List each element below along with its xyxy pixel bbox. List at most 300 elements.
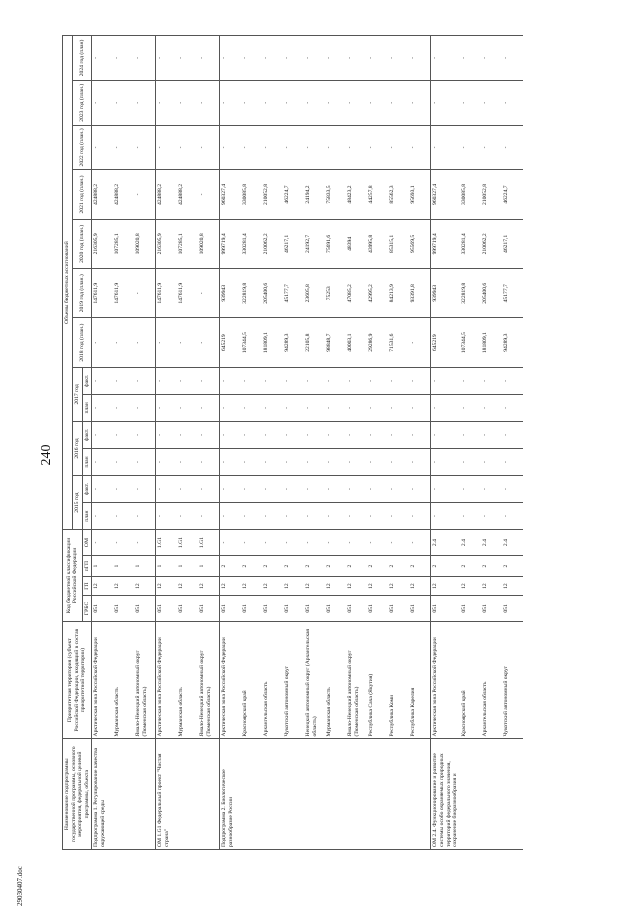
cell-2016-plan: - [346,448,367,475]
cell-2015-fact: - [304,476,325,503]
cell-2016-plan: - [409,448,431,475]
cell-2015-plan: - [325,503,346,530]
cell-grbs: 051 [409,596,431,622]
cell-2017-fact: - [134,367,156,394]
table-row [502,36,523,850]
cell-2024: - [156,36,178,81]
cell-2016-fact: - [262,421,283,448]
cell-om: - [367,530,388,556]
cell-program [460,739,481,850]
cell-2024: - [92,36,114,81]
cell-gp: 12 [460,577,481,596]
cell-2022: - [304,125,325,170]
cell-gp: 12 [220,577,242,596]
cell-territory: Красноярский край [241,621,262,739]
cell-2018: 29286,9 [367,318,388,367]
cell-2022: - [431,125,460,170]
cell-2016-plan: - [431,448,460,475]
header-om: ОМ [82,530,92,556]
cell-2018: 98848,7 [325,318,346,367]
cell-2016-fact: - [388,421,409,448]
cell-2018: 107344,5 [460,318,481,367]
cell-2022: - [388,125,409,170]
cell-2024: - [431,36,460,81]
table-row [388,36,409,850]
cell-2023: - [304,80,325,125]
cell-2018: 22105,8 [304,318,325,367]
cell-2017-plan: - [262,394,283,421]
cell-pgp: 2 [220,556,242,577]
cell-2022: - [283,125,304,170]
cell-2017-plan: - [409,394,431,421]
cell-grbs: 051 [177,596,198,622]
cell-om: - [113,530,134,556]
header-year-2022: 2022 год (план.) [72,125,92,170]
budget-table [62,35,523,850]
header-year-2019: 2019 год (план.) [72,269,92,318]
cell-2021: 330085,8 [241,170,262,219]
cell-om: 2.4 [481,530,502,556]
cell-2016-fact: - [431,421,460,448]
cell-2024: - [304,36,325,81]
cell-2017-fact: - [283,367,304,394]
cell-program [241,739,262,850]
cell-2016-fact: - [241,421,262,448]
cell-2016-fact: - [220,421,242,448]
cell-2020: 210062,2 [262,219,283,268]
header-fact-2016: факт. [82,421,92,448]
cell-program [198,739,220,850]
cell-2022: - [325,125,346,170]
cell-2015-plan: - [134,503,156,530]
cell-2017-plan: - [241,394,262,421]
cell-2017-plan: - [113,394,134,421]
cell-2021: 424888,2 [113,170,134,219]
cell-2016-plan: - [481,448,502,475]
cell-gp: 12 [325,577,346,596]
table-row [134,36,156,850]
cell-pgp: 2 [481,556,502,577]
cell-2021: 960327,4 [431,170,460,219]
cell-2023: - [460,80,481,125]
cell-grbs: 051 [134,596,156,622]
cell-2015-plan: - [388,503,409,530]
cell-2023: - [92,80,114,125]
cell-program [113,739,134,850]
cell-2024: - [134,36,156,81]
cell-om: - [262,530,283,556]
cell-territory: Чукотский автономный округ [283,621,304,739]
cell-2016-plan: - [198,448,220,475]
cell-grbs: 051 [283,596,304,622]
cell-2018: 181809,1 [481,318,502,367]
cell-2022: - [134,125,156,170]
cell-2022: - [113,125,134,170]
cell-2019: 322819,8 [460,269,481,318]
table-row [198,36,220,850]
rotated-table-container [62,35,622,850]
cell-territory: Чукотский автономный округ [502,621,523,739]
table-row [220,36,242,850]
cell-2022: - [92,125,114,170]
cell-om: - [220,530,242,556]
cell-2015-fact: - [460,476,481,503]
cell-2015-plan: - [481,503,502,530]
cell-program [346,739,367,850]
cell-2019: 205400,6 [262,269,283,318]
cell-2020: 999719,4 [220,219,242,268]
page-number: 240 [39,444,54,466]
cell-2023: - [198,80,220,125]
cell-2015-fact: - [388,476,409,503]
cell-2021: 24194,2 [304,170,325,219]
cell-om: - [304,530,325,556]
cell-2015-fact: - [92,476,114,503]
cell-2017-fact: - [346,367,367,394]
cell-2023: - [113,80,134,125]
cell-2020: 216305,9 [92,219,114,268]
cell-program: Подпрограмма 2. Биологическое разнообразие России [220,739,242,850]
cell-2022: - [177,125,198,170]
cell-om: 1.G1 [156,530,178,556]
header-grbs: ГРБС [82,596,92,622]
cell-program [134,739,156,850]
cell-2020: 109020,8 [198,219,220,268]
cell-2017-plan: - [367,394,388,421]
cell-2021: 330085,8 [460,170,481,219]
cell-2015-plan: - [241,503,262,530]
cell-pgp: 2 [367,556,388,577]
cell-om: - [92,530,114,556]
cell-2023: - [481,80,502,125]
cell-2016-plan: - [325,448,346,475]
cell-2022: - [367,125,388,170]
cell-2016-fact: - [177,421,198,448]
cell-2015-plan: - [431,503,460,530]
cell-2015-plan: - [283,503,304,530]
cell-2023: - [409,80,431,125]
cell-2016-fact: - [198,421,220,448]
header-kbk-group: Код бюджетной классификации Российской Федерации [63,530,83,622]
header-year-2015: 2015 год [72,476,82,530]
cell-2016-fact: - [113,421,134,448]
cell-2019: 939943 [220,269,242,318]
cell-2016-plan: - [262,448,283,475]
cell-territory: Ненецкий автономный округ (Архангельская область) [304,621,325,739]
cell-2016-plan: - [134,448,156,475]
cell-2017-fact: - [198,367,220,394]
cell-2024: - [241,36,262,81]
cell-om: - [283,530,304,556]
cell-territory: Ямало-Ненецкий автономный округ (Тюменская область) [134,621,156,739]
cell-2022: - [481,125,502,170]
cell-2020: 85315,1 [388,219,409,268]
cell-2017-plan: - [134,394,156,421]
cell-om: 2.4 [502,530,523,556]
cell-2015-fact: - [156,476,178,503]
cell-territory: Мурманская область [325,621,346,739]
cell-pgp: 1 [156,556,178,577]
cell-2020: 999719,4 [431,219,460,268]
cell-2018: 107344,5 [241,318,262,367]
cell-pgp: 2 [431,556,460,577]
cell-2015-plan: - [304,503,325,530]
cell-2021: 85562,3 [388,170,409,219]
cell-2016-fact: - [134,421,156,448]
cell-gp: 12 [481,577,502,596]
cell-2016-fact: - [409,421,431,448]
cell-2015-fact: - [325,476,346,503]
cell-pgp: 2 [241,556,262,577]
cell-2021: 424888,2 [156,170,178,219]
header-territory: Приоритетная территория (субъект Российской Федерации, входящий в состав приоритетной территории) [63,621,92,739]
cell-territory: Архангельская область [262,621,283,739]
cell-2022: - [156,125,178,170]
cell-2019: 322819,8 [241,269,262,318]
cell-program [304,739,325,850]
table-row [241,36,262,850]
cell-program [409,739,431,850]
cell-gp: 12 [241,577,262,596]
cell-2015-plan: - [113,503,134,530]
cell-om: - [346,530,367,556]
cell-program [367,739,388,850]
cell-territory: Арктическая зона Российской Федерации [156,621,178,739]
cell-2017-plan: - [156,394,178,421]
cell-2018: 645219 [220,318,242,367]
cell-2024: - [177,36,198,81]
cell-2021: 46224,7 [283,170,304,219]
cell-2022: - [198,125,220,170]
cell-2022: - [241,125,262,170]
cell-territory: Архангельская область [481,621,502,739]
cell-2016-fact: - [460,421,481,448]
footer-filename: 29030407.doc [16,866,24,906]
cell-om: - [134,530,156,556]
table-row [177,36,198,850]
cell-2017-plan: - [481,394,502,421]
cell-2021: 424888,2 [177,170,198,219]
cell-2020: 109020,8 [134,219,156,268]
cell-2022: - [502,125,523,170]
cell-pgp: 2 [346,556,367,577]
cell-2016-fact: - [304,421,325,448]
header-plan-2015: план [82,503,92,530]
cell-2018: - [92,318,114,367]
cell-program [325,739,346,850]
cell-2017-fact: - [431,367,460,394]
cell-2017-fact: - [460,367,481,394]
cell-2019: 45177,7 [283,269,304,318]
cell-program [177,739,198,850]
cell-2023: - [156,80,178,125]
cell-2016-fact: - [481,421,502,448]
cell-2023: - [283,80,304,125]
table-row [367,36,388,850]
cell-2023: - [346,80,367,125]
table-row [304,36,325,850]
cell-2023: - [388,80,409,125]
cell-om: 2.4 [460,530,481,556]
cell-2021: 48423,2 [346,170,367,219]
cell-2019: 42995,2 [367,269,388,318]
cell-2017-fact: - [409,367,431,394]
cell-2015-fact: - [134,476,156,503]
cell-2016-plan: - [502,448,523,475]
cell-2021: - [198,170,220,219]
cell-2019: 147611,9 [92,269,114,318]
cell-2019: 939943 [431,269,460,318]
cell-2019: 205400,6 [481,269,502,318]
cell-grbs: 051 [262,596,283,622]
cell-program: Подпрограмма 1. Регулирование качества окружающей среды [92,739,114,850]
cell-gp: 12 [262,577,283,596]
cell-2015-fact: - [481,476,502,503]
cell-grbs: 051 [367,596,388,622]
cell-program [502,739,523,850]
cell-2016-plan: - [304,448,325,475]
cell-2020: 210062,2 [481,219,502,268]
table-row [346,36,367,850]
cell-grbs: 051 [92,596,114,622]
cell-2023: - [134,80,156,125]
cell-2015-fact: - [198,476,220,503]
cell-2017-fact: - [156,367,178,394]
cell-2015-plan: - [220,503,242,530]
cell-2017-plan: - [346,394,367,421]
cell-2021: 210052,8 [262,170,283,219]
cell-2023: - [502,80,523,125]
header-year-2016: 2016 год [72,421,82,475]
cell-territory: Красноярский край [460,621,481,739]
cell-om: 1.G1 [198,530,220,556]
cell-2015-plan: - [460,503,481,530]
cell-pgp: 2 [409,556,431,577]
cell-2020: 75691,6 [325,219,346,268]
cell-2020: 43995,8 [367,219,388,268]
cell-grbs: 051 [460,596,481,622]
cell-2016-fact: - [92,421,114,448]
cell-2024: - [113,36,134,81]
cell-pgp: 1 [134,556,156,577]
cell-2016-plan: - [367,448,388,475]
cell-grbs: 051 [304,596,325,622]
cell-gp: 12 [92,577,114,596]
cell-2016-fact: - [346,421,367,448]
table-row [283,36,304,850]
cell-2024: - [262,36,283,81]
cell-2017-plan: - [502,394,523,421]
cell-2017-fact: - [388,367,409,394]
cell-2019: 93391,8 [409,269,431,318]
cell-2015-fact: - [283,476,304,503]
header-fact-2015: факт. [82,476,92,503]
cell-2018: - [156,318,178,367]
cell-2017-fact: - [241,367,262,394]
cell-gp: 12 [346,577,367,596]
cell-2015-plan: - [502,503,523,530]
cell-2023: - [241,80,262,125]
header-year-2020: 2020 год (план.) [72,219,92,268]
cell-2023: - [431,80,460,125]
cell-2020: 46217,1 [502,219,523,268]
cell-2017-fact: - [304,367,325,394]
cell-2020: 107285,1 [177,219,198,268]
cell-2017-plan: - [283,394,304,421]
cell-territory: Ямало-Ненецкий автономный округ (Тюменская область) [198,621,220,739]
cell-grbs: 051 [388,596,409,622]
cell-2016-plan: - [388,448,409,475]
cell-territory: Мурманская область [113,621,134,739]
cell-2019: 147611,9 [156,269,178,318]
cell-2019: - [134,269,156,318]
cell-gp: 12 [431,577,460,596]
header-volumes-group: Объемы бюджетных ассигнований [63,36,73,530]
cell-2017-fact: - [262,367,283,394]
cell-2022: - [220,125,242,170]
cell-grbs: 051 [502,596,523,622]
cell-2015-fact: - [113,476,134,503]
cell-2024: - [346,36,367,81]
header-year-2021: 2021 год (план.) [72,170,92,219]
cell-pgp: 2 [304,556,325,577]
cell-2016-fact: - [325,421,346,448]
cell-pgp: 2 [325,556,346,577]
cell-2021: 46224,7 [502,170,523,219]
cell-2023: - [367,80,388,125]
header-name: Наименование подпрограммы государственной программы, основного мероприятия, федеральной целевой программы, объекта [63,739,92,850]
cell-program: ОМ 1.G1 Федеральный проект "Чистая страна" [156,739,178,850]
table-row [431,36,460,850]
cell-2022: - [262,125,283,170]
table-row [113,36,134,850]
cell-2017-fact: - [92,367,114,394]
cell-gp: 12 [283,577,304,596]
cell-2015-plan: - [92,503,114,530]
cell-pgp: 2 [388,556,409,577]
cell-2017-plan: - [388,394,409,421]
cell-grbs: 051 [481,596,502,622]
cell-2020: 46217,1 [283,219,304,268]
header-year-2024: 2024 год (план) [72,36,92,81]
cell-2018: - [177,318,198,367]
cell-2016-plan: - [156,448,178,475]
cell-2024: - [325,36,346,81]
cell-2024: - [460,36,481,81]
cell-2015-fact: - [346,476,367,503]
cell-2021: 95693,1 [409,170,431,219]
cell-2016-plan: - [241,448,262,475]
cell-pgp: 2 [262,556,283,577]
cell-grbs: 051 [431,596,460,622]
cell-2016-fact: - [367,421,388,448]
cell-2017-fact: - [502,367,523,394]
cell-2020: 330281,4 [460,219,481,268]
cell-2024: - [481,36,502,81]
cell-program: ОМ 2.4. Функционирование и развитие системы особо охраняемых природных территорий федерального значения, сохранение биоразнообразия и [431,739,460,850]
cell-om: - [241,530,262,556]
cell-2018: 94289,3 [283,318,304,367]
cell-2015-fact: - [220,476,242,503]
cell-2016-plan: - [92,448,114,475]
cell-grbs: 051 [113,596,134,622]
cell-territory: Республика Саха (Якутия) [367,621,388,739]
cell-2021: 44257,8 [367,170,388,219]
cell-2019: 147611,9 [177,269,198,318]
cell-2016-plan: - [460,448,481,475]
header-pgp: пГП [82,556,92,577]
cell-pgp: 1 [177,556,198,577]
